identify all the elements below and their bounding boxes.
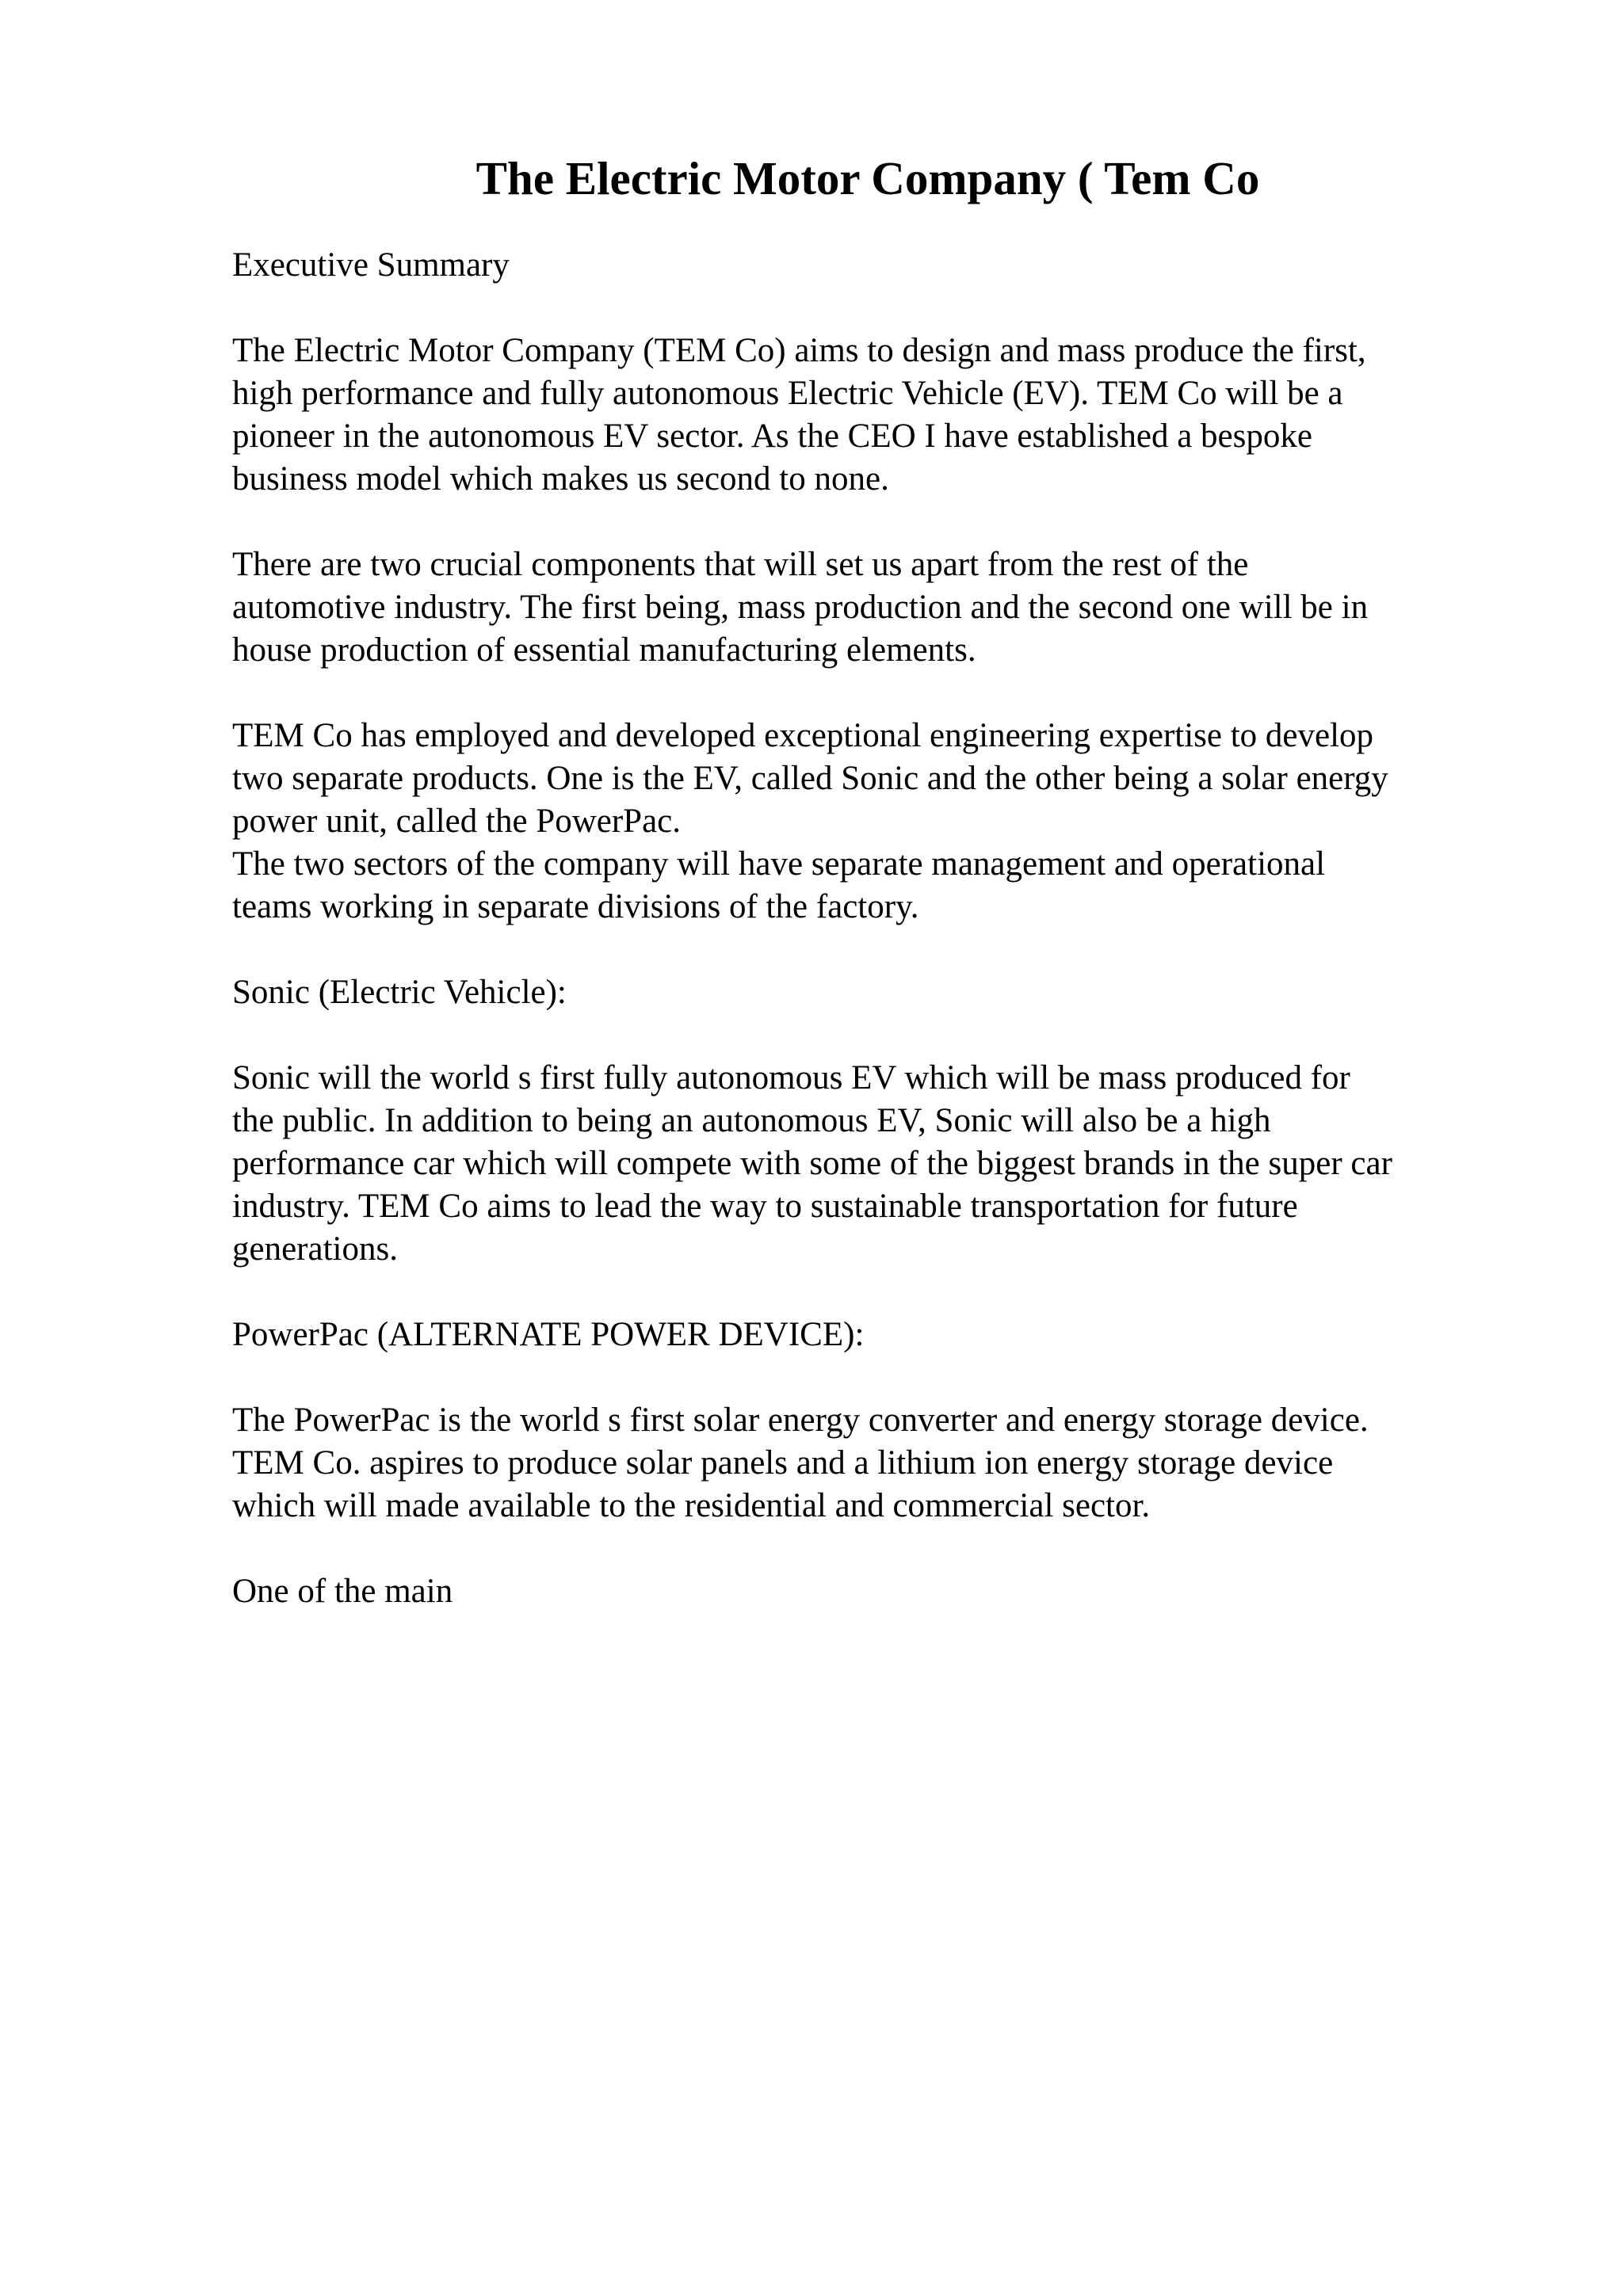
paragraph-spacer — [232, 929, 1579, 971]
section-heading-sonic — [232, 971, 1579, 1014]
heading-text: PowerPac (ALTERNATE POWER DEVICE): — [232, 1316, 865, 1353]
paragraph-spacer — [232, 1527, 1579, 1570]
paragraph-line: teams working in separate divisions of the factory. — [232, 888, 919, 925]
paragraph-line: two separate products. One is the EV, called Sonic and the other being a solar energy — [232, 760, 1388, 797]
paragraph-spacer — [232, 287, 1579, 330]
paragraph-line: The PowerPac is the world s first solar energy converter and energy storage device. — [232, 1402, 1369, 1439]
paragraph-line: The two sectors of the company will have separate management and operational — [232, 845, 1326, 883]
document-body — [232, 244, 1579, 1613]
paragraph-line: One of the main — [232, 1573, 453, 1610]
paragraph-line: high performance and fully autonomous Electric Vehicle (EV). TEM Co will be a — [232, 375, 1343, 412]
paragraph-truncated — [232, 1570, 1579, 1613]
paragraph-line: which will made available to the residential and commercial sector. — [232, 1487, 1151, 1524]
paragraph-spacer — [232, 1356, 1579, 1399]
document-title: The Electric Motor Company ( Tem Co — [475, 152, 1260, 204]
paragraph-spacer — [232, 501, 1579, 543]
paragraph-line: the public. In addition to being an autonomous EV, Sonic will also be a high — [232, 1102, 1271, 1139]
paragraph-line: automotive industry. The first being, mass production and the second one will be in — [232, 589, 1369, 626]
paragraph-components — [232, 543, 1579, 672]
paragraph-line: industry. TEM Co aims to lead the way to sustainable transportation for future — [232, 1188, 1298, 1225]
paragraph-products — [232, 715, 1579, 929]
paragraph-spacer — [232, 672, 1579, 715]
paragraph-line: TEM Co has employed and developed exceptional engineering expertise to develop — [232, 717, 1374, 754]
paragraph-line: generations. — [232, 1230, 398, 1268]
paragraph-spacer — [232, 1014, 1579, 1057]
paragraph-line: performance car which will compete with some of the biggest brands in the super car — [232, 1145, 1392, 1182]
paragraph-powerpac — [232, 1399, 1579, 1527]
section-heading-powerpac — [232, 1314, 1579, 1356]
paragraph-line: business model which makes us second to none. — [232, 460, 889, 498]
paragraph-line: house production of essential manufacturing elements. — [232, 631, 976, 669]
heading-text: Executive Summary — [232, 246, 510, 284]
paragraph-line: TEM Co. aspires to produce solar panels and a lithium ion energy storage device — [232, 1444, 1334, 1482]
paragraph-sonic — [232, 1057, 1579, 1271]
section-heading-executive-summary — [232, 244, 1579, 287]
paragraph-line: pioneer in the autonomous EV sector. As the CEO I have established a bespoke — [232, 418, 1312, 455]
paragraph-line: Sonic will the world s first fully autonomous EV which will be mass produced for — [232, 1059, 1350, 1097]
paragraph-line: power unit, called the PowerPac. — [232, 803, 681, 840]
paragraph-line: The Electric Motor Company (TEM Co) aims to design and mass produce the first, — [232, 332, 1366, 369]
paragraph-line: There are two crucial components that will set us apart from the rest of the — [232, 546, 1249, 583]
paragraph-spacer — [232, 1271, 1579, 1314]
paragraph-intro — [232, 330, 1579, 501]
heading-text: Sonic (Electric Vehicle): — [232, 974, 567, 1011]
